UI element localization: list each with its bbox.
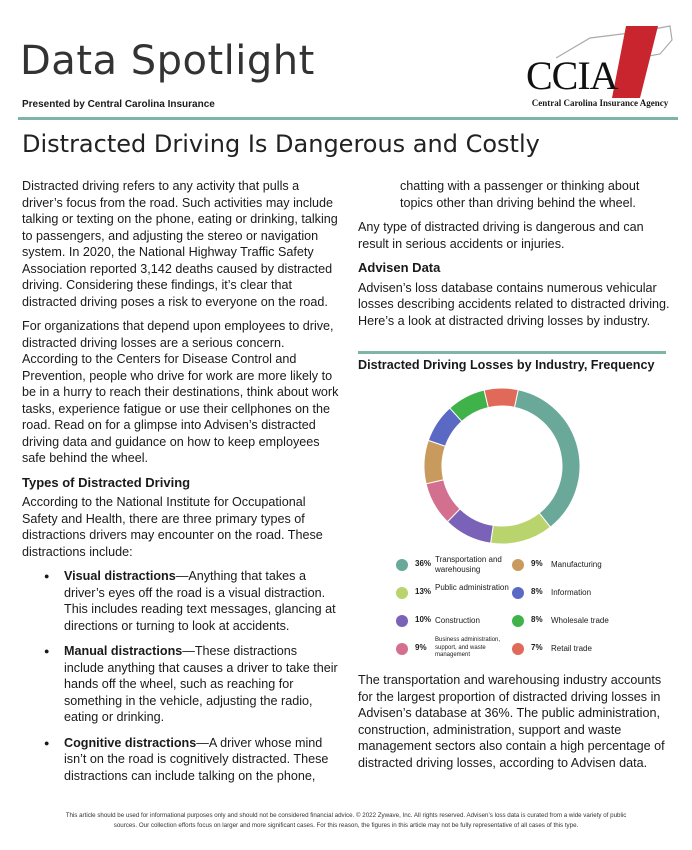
legend-label: Retail trade	[551, 644, 592, 653]
legend-percent: 9%	[415, 643, 427, 652]
footer-disclaimer	[30, 811, 662, 831]
bullet-term: Visual distractions	[64, 569, 176, 583]
legend-swatch	[396, 643, 408, 655]
legend-label: Wholesale trade	[551, 616, 609, 625]
chart-divider	[358, 351, 666, 354]
right-column	[358, 178, 670, 337]
legend-label: Manufacturing	[551, 560, 602, 569]
bullet-continuation: chatting with a passenger or thinking about topics other than driving behind the wheel.	[400, 179, 640, 210]
logo-text: CCIA	[526, 53, 618, 98]
legend-swatch	[512, 587, 524, 599]
legend-label: Public administration	[435, 583, 509, 592]
legend-percent: 8%	[531, 615, 543, 624]
legend-item	[512, 580, 652, 606]
header-divider	[18, 117, 678, 120]
donut-slice	[484, 388, 518, 408]
bullet-text: —A driver whose mind isn’t on the road is cognitively distracted. These distractions can include talking on the phone,	[64, 735, 329, 783]
distraction-types-list	[44, 568, 340, 784]
page-title: Data Spotlight	[20, 38, 315, 84]
bullet-text: —These distractions include anything that causes a driver to take their hands off the wheel, such as reaching for something in the vehicle, adjusting the radio, eating or drinking.	[64, 644, 338, 724]
legend-item	[512, 636, 652, 662]
legend-label: Business administration, support, and waste management	[435, 637, 501, 658]
donut-chart	[420, 384, 584, 548]
list-item	[44, 568, 340, 634]
legend-percent: 9%	[531, 559, 543, 568]
legend-label: Transportation and warehousing	[435, 555, 502, 574]
legend-swatch	[396, 559, 408, 571]
legend-percent: 7%	[531, 643, 543, 652]
donut-slice	[491, 513, 551, 544]
legend-item	[512, 552, 652, 578]
presented-by: Presented by Central Carolina Insurance	[22, 99, 215, 110]
legend-swatch	[396, 615, 408, 627]
legend-swatch	[512, 559, 524, 571]
organizations-paragraph: For organizations that depend upon employees to drive, distracted driving losses are a serious concern. According to the Centers for Disease Control and Prevention, people who drive for work are more likely to be in a hurry to reach their destinations, think about work tasks, experience fatigue or use their cellphones on the road. Read on for a glimpse into Advisen’s distracted driving data and guidance on how to keep employees safe behind the wheel.	[22, 319, 339, 465]
donut-slice	[514, 390, 580, 527]
bullet-text: —Anything that takes a driver’s eyes off the road is a visual distraction. This includes reading text messages, glancing at directions or turning to look at accidents.	[64, 569, 336, 633]
conclusion-paragraph: The transportation and warehousing industry accounts for the largest proportion of distracted driving losses in Advisen’s database at 36%. The public administration, construction, administration, support and waste management sectors also contain a high percentage of distracted driving losses, according to Advisen data.	[358, 673, 665, 770]
legend-label: Information	[551, 588, 592, 597]
list-item	[44, 643, 340, 726]
legend-swatch	[396, 587, 408, 599]
legend-item	[512, 608, 652, 634]
legend-swatch	[512, 615, 524, 627]
legend-percent: 13%	[415, 587, 432, 596]
article-title: Distracted Driving Is Dangerous and Costly	[22, 130, 540, 158]
legend-percent: 8%	[531, 587, 543, 596]
legend-percent: 10%	[415, 615, 432, 624]
logo-tagline: Central Carolina Insurance Agency	[531, 98, 669, 108]
list-item	[44, 735, 340, 785]
company-logo	[520, 18, 680, 108]
left-column	[22, 178, 340, 793]
donut-slice	[424, 440, 445, 483]
advisen-paragraph: Advisen’s loss database contains numerous vehicular losses describing accidents related to distracted driving. Here’s a look at distracted driving losses by industry.	[358, 280, 670, 328]
legend-label: Construction	[435, 616, 480, 625]
chart-title: Distracted Driving Losses by Industry, Frequency	[358, 358, 655, 372]
bullet-term: Manual distractions	[64, 644, 183, 658]
bullet-term: Cognitive distractions	[64, 735, 197, 750]
legend-percent: 36%	[415, 559, 432, 568]
legend-swatch	[512, 643, 524, 655]
types-intro: According to the National Institute for Occupational Safety and Health, there are three primary types of distractions drivers may encounter on the road. These distractions include:	[22, 495, 323, 559]
any-type-paragraph: Any type of distracted driving is dangerous and can result in serious accidents or injuries.	[358, 220, 644, 251]
types-heading: Types of Distracted Driving	[22, 474, 191, 490]
advisen-heading: Advisen Data	[358, 260, 441, 275]
footer-line: sources. Our collection efforts focus on larger and more significant cases. For this reason, the figures in this article may not be fully representative of all cases of this type.	[113, 822, 579, 829]
footer-line: This article should be used for informational purposes only and should not be considered financial advice. © 2022 Zywave, Inc. All rights reserved. Advisen’s loss data is curated from a wide variety of public	[65, 812, 627, 819]
intro-paragraph: Distracted driving refers to any activity that pulls a driver’s focus from the road. Such activities may include talking or texting on the phone, eating or drinking, talking to passengers, and adjusting the stereo or navigation system. In 2020, the National Highway Traffic Safety Association reported 3,142 deaths caused by distracted driving. Considering these findings, it’s clear that distracted driving poses a risk to everyone on the road.	[22, 179, 338, 309]
